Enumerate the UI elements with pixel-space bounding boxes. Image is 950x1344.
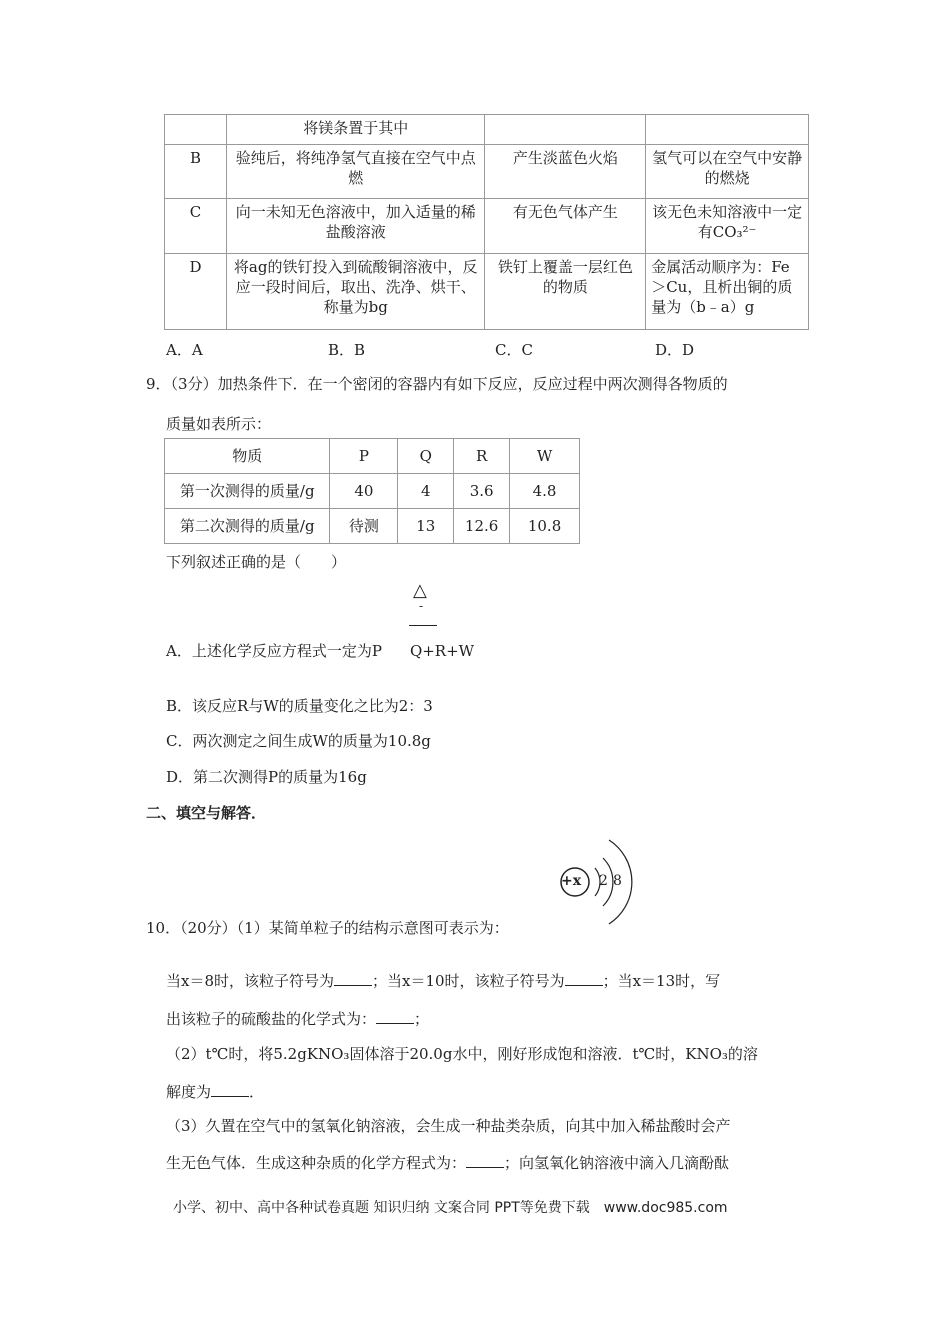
header-cell: W [510,439,580,474]
choice-a: A．A [166,341,203,359]
q9-option-d: D．第二次测得P的质量为16g [166,768,367,786]
conclusion-cell: 该无色未知溶液中一定有CO₃²⁻ [646,199,809,254]
q10-line5: （3）久置在空气中的氢氧化钠溶液，会生成一种盐类杂质，向其中加入稀盐酸时会产 [166,1117,731,1135]
choice-b: B．B [328,341,366,359]
conclusion-cell: 金属活动顺序为：Fe＞Cu，且析出铜的质量为（b﹣a）g [646,254,809,330]
q9-prompt: 下列叙述正确的是（ ） [166,553,347,571]
reaction-arrow-line [409,625,437,626]
q10-line3: （2）t℃时，将5.2gKNO₃固体溶于20.0g水中，刚好形成饱和溶液．t℃时，KNO₃的溶 [166,1045,758,1063]
phenomenon-cell: 铁钉上覆盖一层红色的物质 [485,254,646,330]
atom-structure-diagram [555,830,635,930]
table-row [165,474,580,509]
table-cell: 4 [398,474,454,509]
phenomenon-cell [485,115,646,145]
heat-triangle-icon: △ [413,580,427,601]
q9-stem: 9．（3分）加热条件下．在一个密闭的容器内有如下反应，反应过程中两次测得各物质的 [146,375,728,393]
table-row [165,145,809,199]
operation-cell: 将ag的铁钉投入到硫酸铜溶液中，反应一段时间后，取出、洗净、烘干、称量为bg [226,254,485,330]
table-row [165,254,809,330]
header-cell: Q [398,439,454,474]
operation-cell: 向一未知无色溶液中，加入适量的稀盐酸溶液 [226,199,485,254]
operation-cell: 验纯后，将纯净氢气直接在空气中点燃 [226,145,485,199]
q9-option-a: A．上述化学反应方程式一定为P Q+R+W [166,642,475,660]
choice-d: D．D [655,341,695,359]
header-cell: R [454,439,510,474]
phenomenon-cell: 有无色气体产生 [485,199,646,254]
nucleus-label: +x [561,873,582,889]
answer-blank [466,1153,504,1168]
table-cell: 12.6 [454,509,510,544]
q9-stem-cont: 质量如表所示： [166,415,272,433]
operation-cell: 将镁条置于其中 [226,115,485,145]
answer-blank [565,971,603,986]
q10-line4: 解度为 ． [166,1083,265,1101]
q10-stem: 10．（20分）（1）某简单粒子的结构示意图可表示为： [146,919,509,937]
header-cell: 物质 [165,439,330,474]
answer-blank [376,1009,414,1024]
table-header-row [165,439,580,474]
section-title: 二、填空与解答． [146,804,267,822]
choice-c: C．C [495,341,533,359]
electron-count-2: 8 [613,873,622,889]
table-cell: 第二次测得的质量/g [165,509,330,544]
table-cell: 13 [398,509,454,544]
option-cell: B [165,145,227,199]
table-cell: 第一次测得的质量/g [165,474,330,509]
table-cell: 待测 [330,509,398,544]
q10-line2: 出该粒子的硫酸盐的化学式为： ； [166,1010,430,1028]
experiment-table [164,114,809,330]
electron-count-1: 2 [599,873,608,889]
header-cell: P [330,439,398,474]
conclusion-cell [646,115,809,145]
table-cell: 4.8 [510,474,580,509]
option-cell: D [165,254,227,330]
phenomenon-cell: 产生淡蓝色火焰 [485,145,646,199]
q9-option-b: B．该反应R与W的质量变化之比为2：3 [166,697,433,715]
q10-line6: 生无色气体．生成这种杂质的化学方程式为： ；向氢氧化钠溶液中滴入几滴酚酞 [166,1154,730,1172]
table-row [165,115,809,145]
condition-mark: - [419,599,424,613]
table-cell: 40 [330,474,398,509]
conclusion-cell: 氢气可以在空气中安静的燃烧 [646,145,809,199]
table-row [165,199,809,254]
table-cell: 3.6 [454,474,510,509]
mass-table [164,438,580,544]
q9-option-c: C．两次测定之间生成W的质量为10.8g [166,732,431,750]
option-cell: C [165,199,227,254]
answer-blank [211,1082,249,1097]
table-cell: 10.8 [510,509,580,544]
table-row [165,509,580,544]
answer-blank [334,971,372,986]
option-cell [165,115,227,145]
q10-line1: 当x＝8时，该粒子符号为 ；当x＝10时，该粒子符号为 ；当x＝13时，写 [166,972,721,990]
page-footer: 小学、初中、高中各种试卷真题 知识归纳 文案合同 PPT等免费下载 www.doc985.com [173,1200,728,1216]
